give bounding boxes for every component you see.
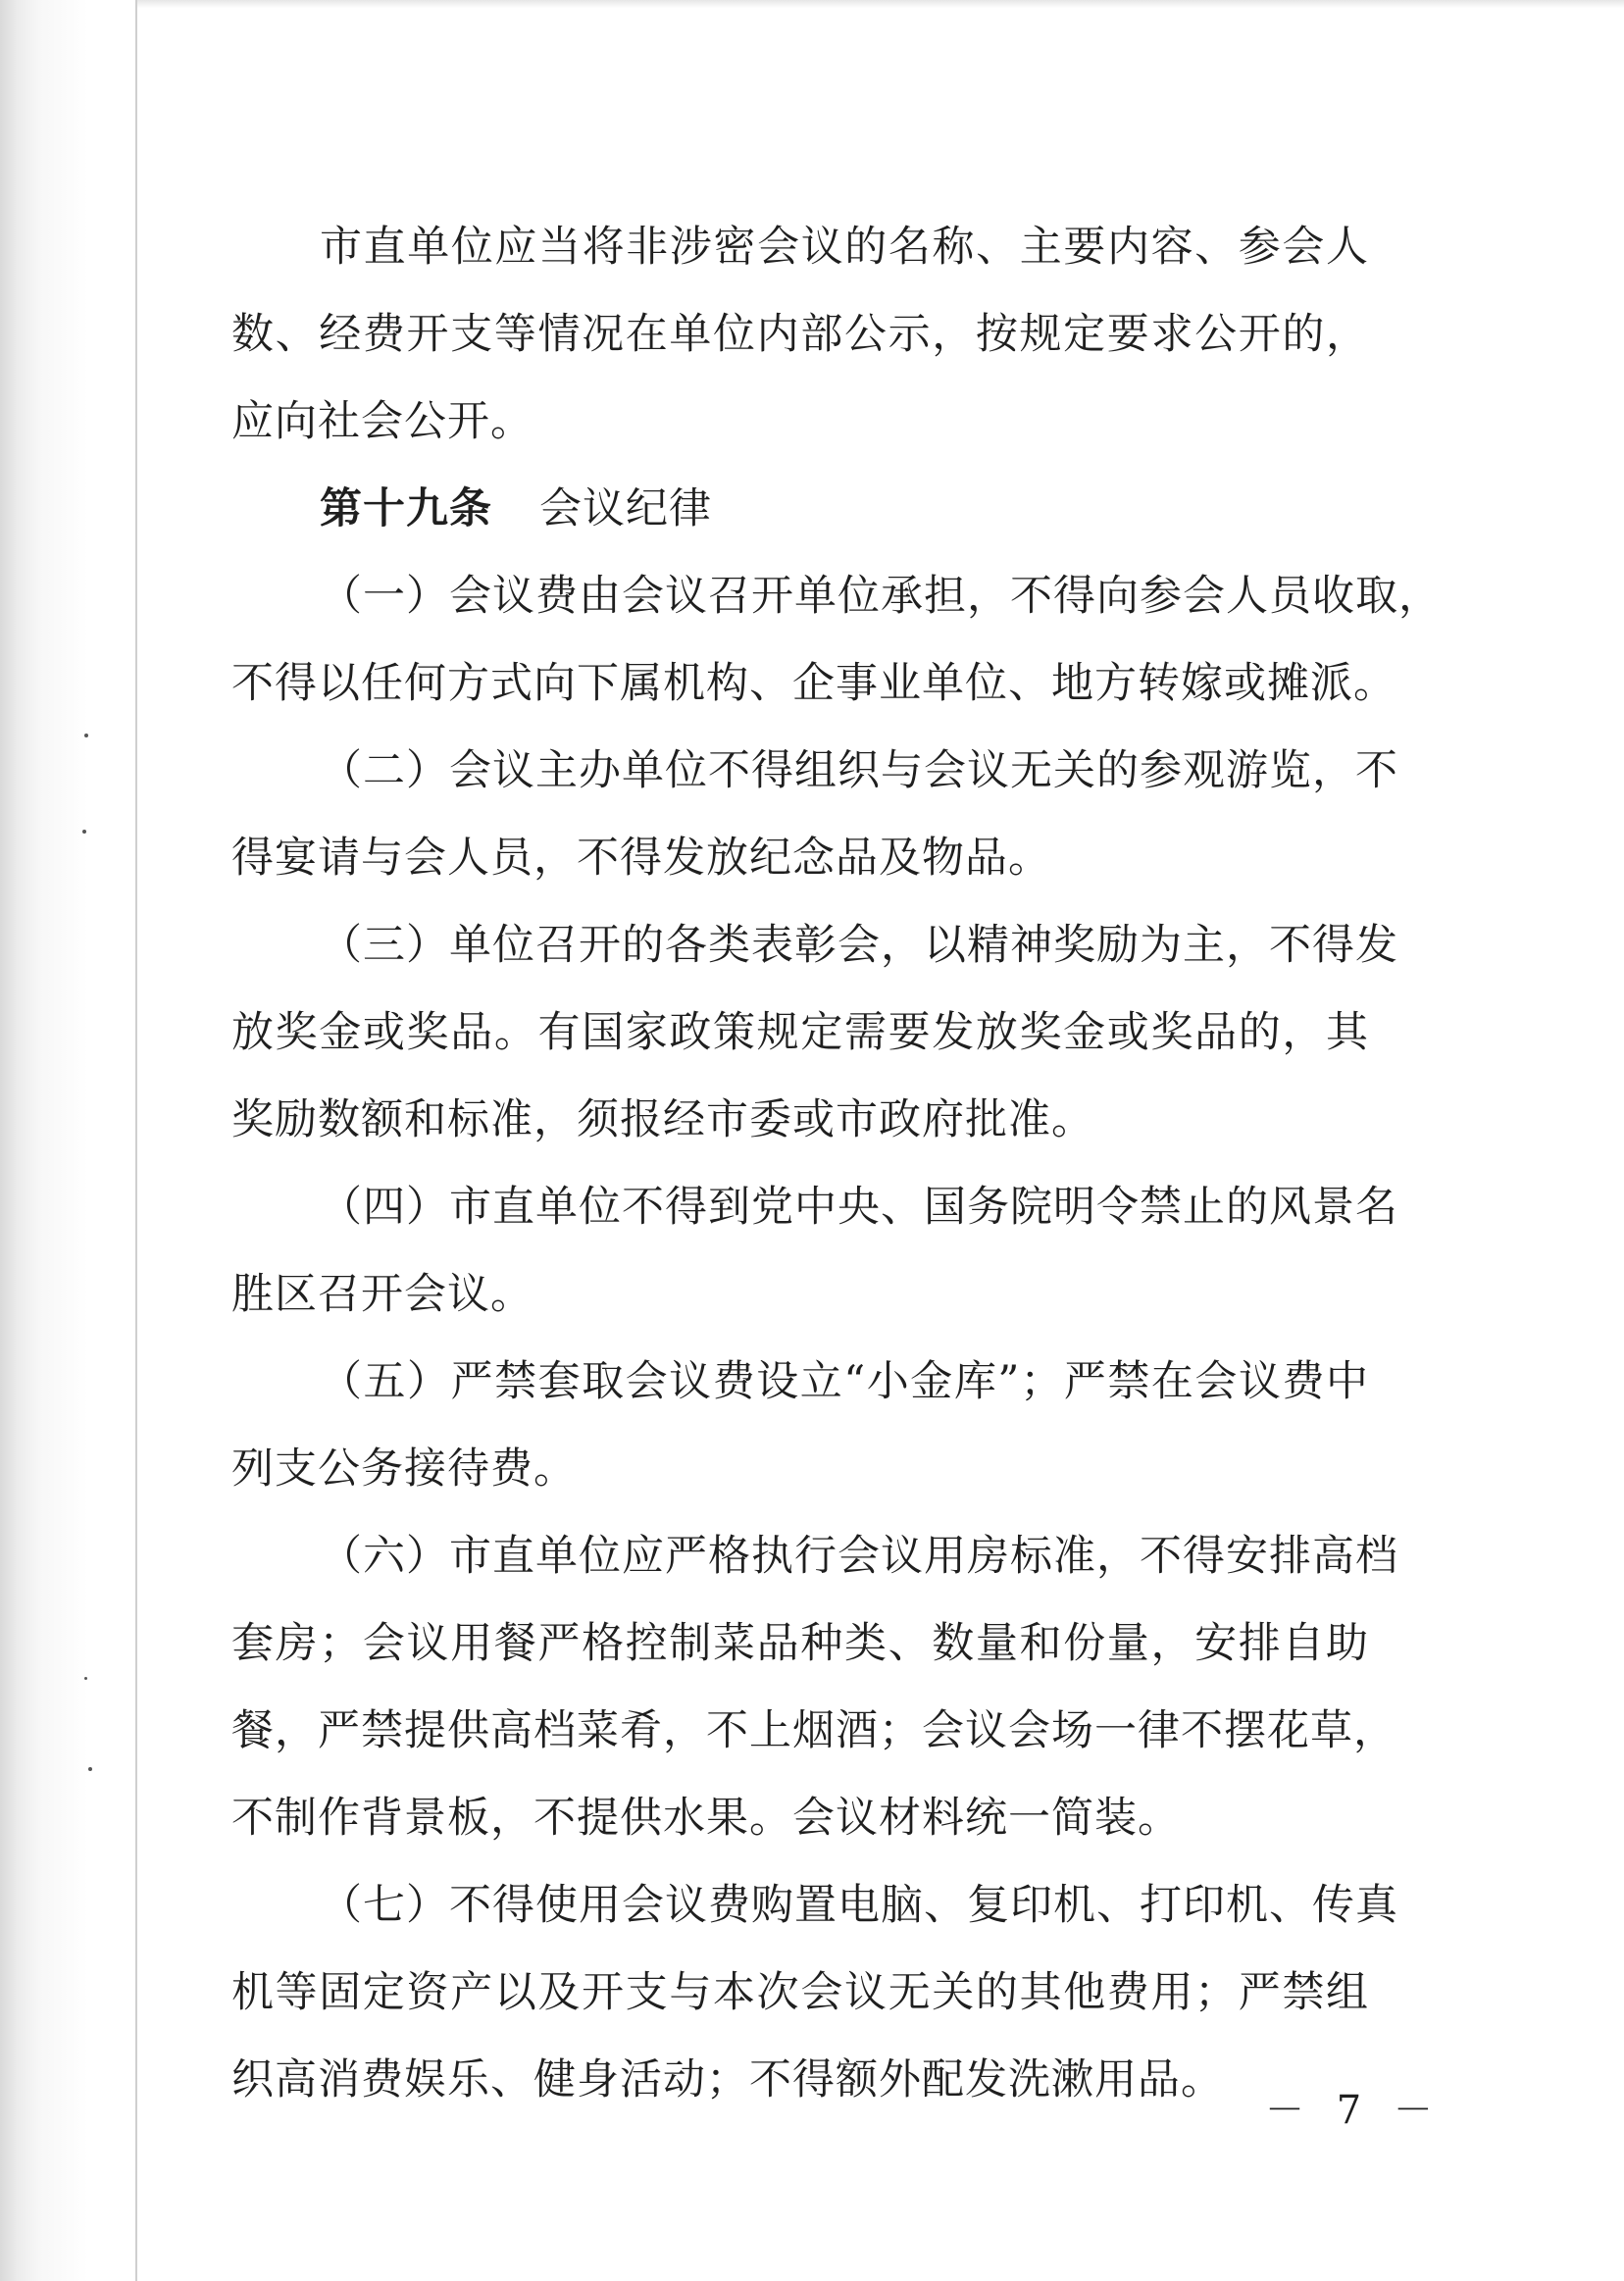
article-heading-line [231, 466, 1369, 553]
page-number: － 7 － [1265, 2088, 1443, 2133]
scan-left-shadow [0, 0, 137, 2281]
text-line: 奖励数额和标准，须报经市委或市政府批准。 [231, 1095, 1094, 1144]
text-line: 不得以任何方式向下属机构、企事业单位、地方转嫁或摊派。 [231, 659, 1396, 708]
text-line: 应向社会公开。 [231, 397, 533, 446]
scan-speck [84, 1677, 87, 1680]
paragraph-item-4 [231, 1164, 1398, 1339]
text-line: （一）会议费由会议召开单位承担，不得向参会人员收取， [320, 572, 1442, 621]
paragraph-item-7 [231, 1862, 1398, 2124]
text-line: 胜区召开会议。 [231, 1270, 533, 1319]
text-line: （七）不得使用会议费购置电脑、复印机、打印机、传真 [320, 1881, 1398, 1930]
paragraph-item-2 [231, 728, 1398, 902]
scan-speck [82, 830, 86, 834]
text-line: （四）市直单位不得到党中央、国务院明令禁止的风景名 [320, 1183, 1398, 1232]
text-line: （二）会议主办单位不得组织与会议无关的参观游览，不 [320, 746, 1398, 795]
text-line: （三）单位召开的各类表彰会，以精神奖励为主，不得发 [320, 921, 1398, 970]
text-line: 餐，严禁提供高档菜肴，不上烟酒；会议会场一律不摆花草， [231, 1706, 1396, 1755]
text-line: 得宴请与会人员，不得发放纪念品及物品。 [231, 834, 1051, 883]
scan-speck [84, 734, 88, 737]
text-line: 数、经费开支等情况在单位内部公示，按规定要求公开的， [231, 310, 1369, 359]
scan-speck [88, 1767, 92, 1771]
paragraph-item-3 [231, 902, 1398, 1164]
text-line: 织高消费娱乐、健身活动；不得额外配发洗漱用品。 [231, 2055, 1224, 2104]
article-number: 第十九条 [320, 484, 492, 533]
text-line: 放奖金或奖品。有国家政策规定需要发放奖金或奖品的，其 [231, 1008, 1369, 1057]
paragraph-intro [231, 204, 1369, 466]
paragraph-item-5 [231, 1339, 1369, 1513]
article-title: 会议纪律 [539, 484, 712, 533]
scan-top-shadow [137, 0, 1624, 8]
text-line: 不制作背景板，不提供水果。会议材料统一简装。 [231, 1794, 1181, 1843]
document-body [231, 204, 1442, 2124]
text-line: 机等固定资产以及开支与本次会议无关的其他费用；严禁组 [231, 1968, 1369, 2017]
text-line: （五）严禁套取会议费设立“小金库”；严禁在会议费中 [320, 1357, 1369, 1406]
text-line: 市直单位应当将非涉密会议的名称、主要内容、参会人 [320, 223, 1369, 272]
text-line: （六）市直单位应严格执行会议用房标准，不得安排高档 [320, 1532, 1398, 1581]
paragraph-item-1 [231, 553, 1442, 728]
binding-edge-line [135, 0, 137, 2281]
paragraph-item-6 [231, 1513, 1398, 1862]
text-line: 套房；会议用餐严格控制菜品种类、数量和份量，安排自助 [231, 1619, 1369, 1668]
text-line: 列支公务接待费。 [231, 1445, 577, 1494]
